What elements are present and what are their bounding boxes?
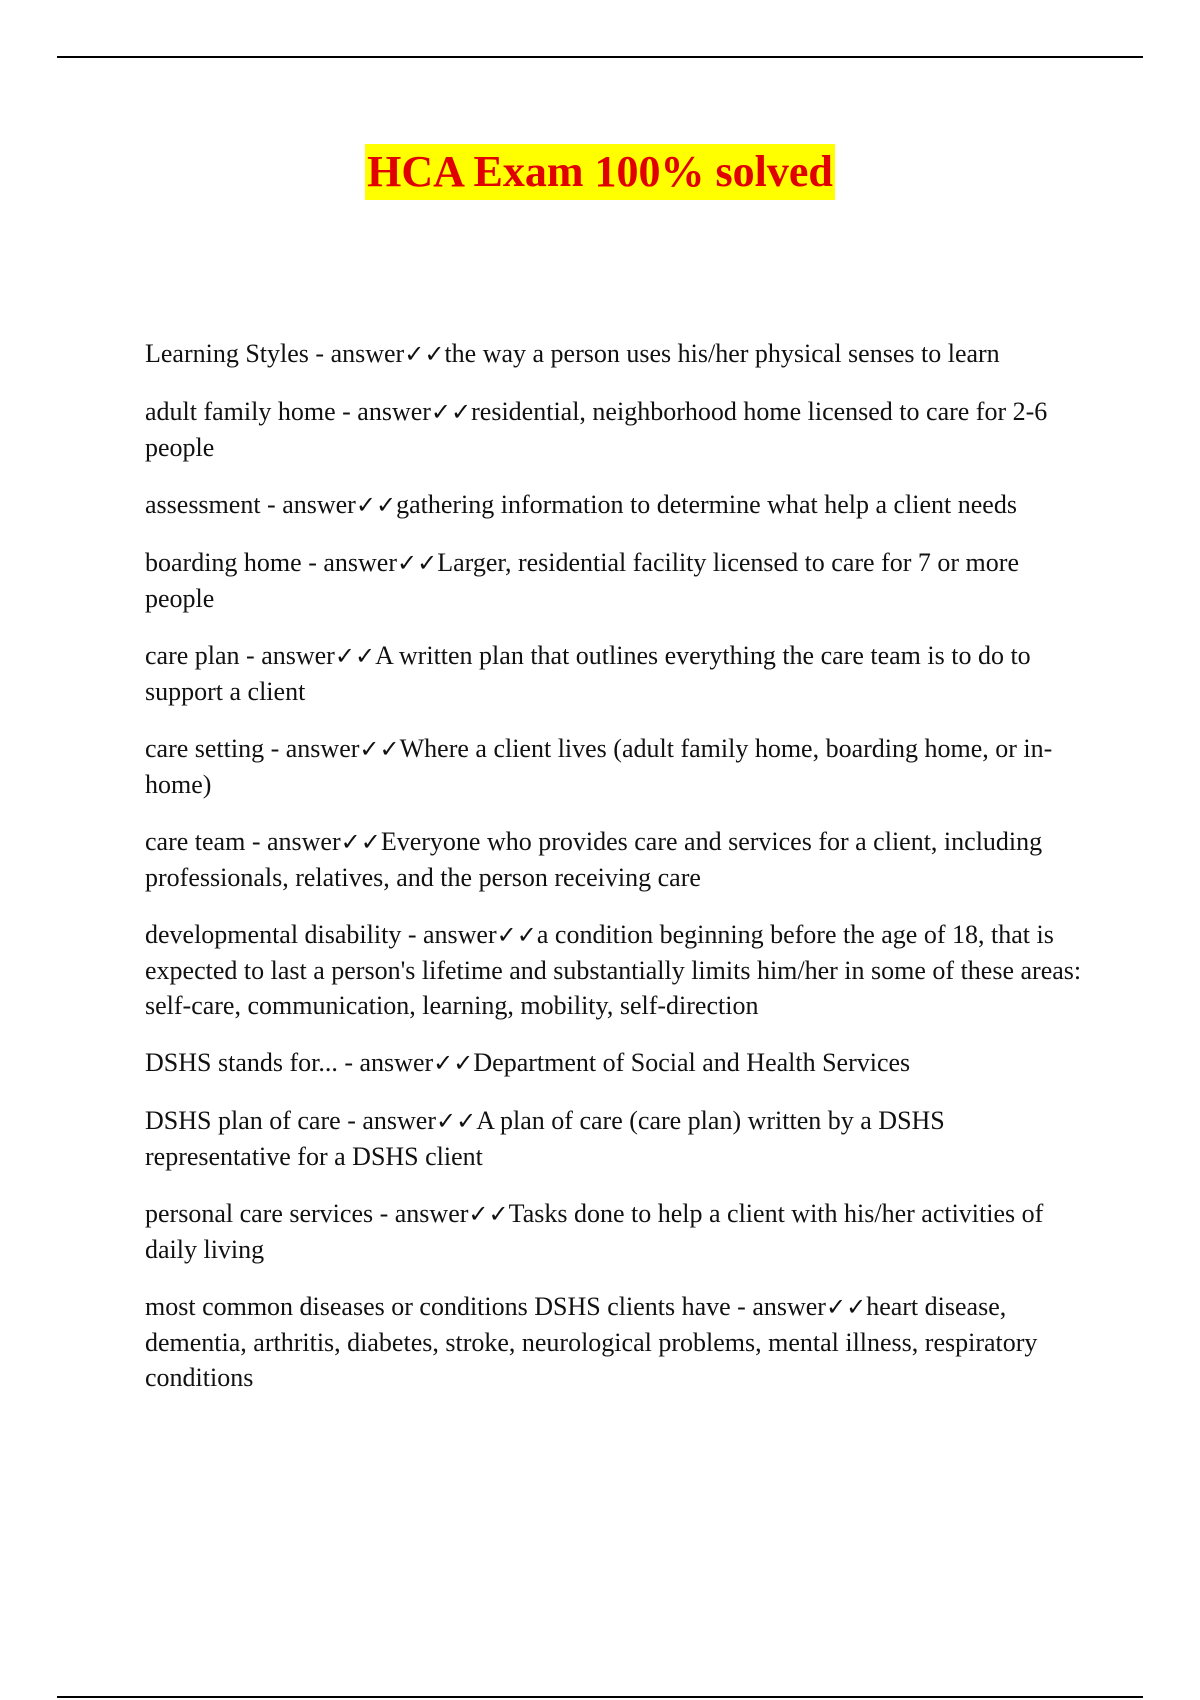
qa-answer: the way a person uses his/her physical senses to learn: [444, 339, 1000, 368]
qa-item: [145, 638, 1090, 709]
qa-term: DSHS plan of care: [145, 1106, 341, 1135]
qa-answer: Larger, residential facility licensed to care for 7 or more people: [145, 548, 1019, 613]
double-check-icon: ✓✓: [433, 1049, 474, 1077]
qa-term: adult family home: [145, 397, 336, 426]
top-rule: [57, 56, 1143, 58]
qa-term: DSHS stands for...: [145, 1048, 338, 1077]
qa-answer: Tasks done to help a client with his/her activities of daily living: [145, 1199, 1044, 1264]
double-check-icon: ✓✓: [435, 1107, 477, 1135]
qa-answer: A plan of care (care plan) written by a DSHS representative for a DSHS client: [145, 1106, 945, 1171]
qa-answer: gathering information to determine what help a client needs: [396, 490, 1017, 519]
qa-separator: - answer: [373, 1199, 469, 1228]
double-check-icon: ✓✓: [359, 735, 400, 763]
qa-term: assessment: [145, 490, 261, 519]
double-check-icon: ✓✓: [340, 828, 381, 856]
qa-separator: - answer: [264, 734, 360, 763]
qa-item: [145, 394, 1090, 465]
double-check-icon: ✓✓: [396, 549, 438, 577]
qa-separator: - answer: [301, 548, 397, 577]
qa-separator: - answer: [340, 1106, 436, 1135]
qa-item: [145, 545, 1090, 616]
qa-term: care plan: [145, 641, 240, 670]
qa-answer: heart disease, dementia, arthritis, diabetes, stroke, neurological problems, mental illness, respiratory conditions: [145, 1292, 1038, 1392]
qa-separator: - answer: [239, 641, 335, 670]
page-title: HCA Exam 100% solved: [365, 144, 835, 200]
qa-list: [145, 336, 1090, 1417]
bottom-rule: [57, 1696, 1143, 1698]
qa-item: [145, 336, 1090, 372]
qa-answer: Department of Social and Health Services: [473, 1048, 911, 1077]
double-check-icon: ✓✓: [334, 642, 376, 670]
qa-item: [145, 1045, 1090, 1081]
qa-item: [145, 917, 1090, 1023]
double-check-icon: ✓✓: [404, 340, 445, 368]
qa-item: [145, 1103, 1090, 1174]
double-check-icon: ✓✓: [430, 398, 472, 426]
qa-answer: A written plan that outlines everything the care team is to do to support a client: [145, 641, 1031, 706]
qa-item: [145, 1196, 1090, 1267]
double-check-icon: ✓✓: [496, 921, 537, 949]
qa-separator: - answer: [337, 1048, 434, 1077]
qa-item: [145, 824, 1090, 895]
qa-term: most common diseases or conditions DSHS clients have: [145, 1292, 731, 1321]
qa-term: boarding home: [145, 548, 302, 577]
qa-answer: residential, neighborhood home licensed to care for 2-6 people: [145, 397, 1048, 462]
qa-term: care setting: [145, 734, 265, 763]
qa-separator: - answer: [335, 397, 431, 426]
qa-separator: - answer: [401, 920, 497, 949]
qa-separator: - answer: [245, 827, 341, 856]
qa-term: care team: [145, 827, 246, 856]
qa-separator: - answer: [730, 1292, 826, 1321]
qa-term: Learning Styles: [145, 339, 309, 368]
title-block: [0, 144, 1200, 200]
qa-term: personal care services: [145, 1199, 374, 1228]
qa-item: [145, 731, 1090, 802]
double-check-icon: ✓✓: [825, 1293, 867, 1321]
double-check-icon: ✓✓: [468, 1200, 509, 1228]
qa-term: developmental disability: [145, 920, 402, 949]
qa-item: [145, 487, 1090, 523]
qa-answer: a condition beginning before the age of 18, that is expected to last a person's lifetime and substantially limits him/her in some of these areas: self-care, communication, learning, mobility, self-direction: [145, 920, 1082, 1020]
qa-item: [145, 1289, 1090, 1395]
qa-separator: - answer: [308, 339, 405, 368]
double-check-icon: ✓✓: [355, 491, 397, 519]
qa-answer: Where a client lives (adult family home, boarding home, or in-home): [145, 734, 1053, 799]
qa-answer: Everyone who provides care and services for a client, including professionals, relatives, and the person receiving care: [145, 827, 1043, 892]
qa-separator: - answer: [260, 490, 356, 519]
